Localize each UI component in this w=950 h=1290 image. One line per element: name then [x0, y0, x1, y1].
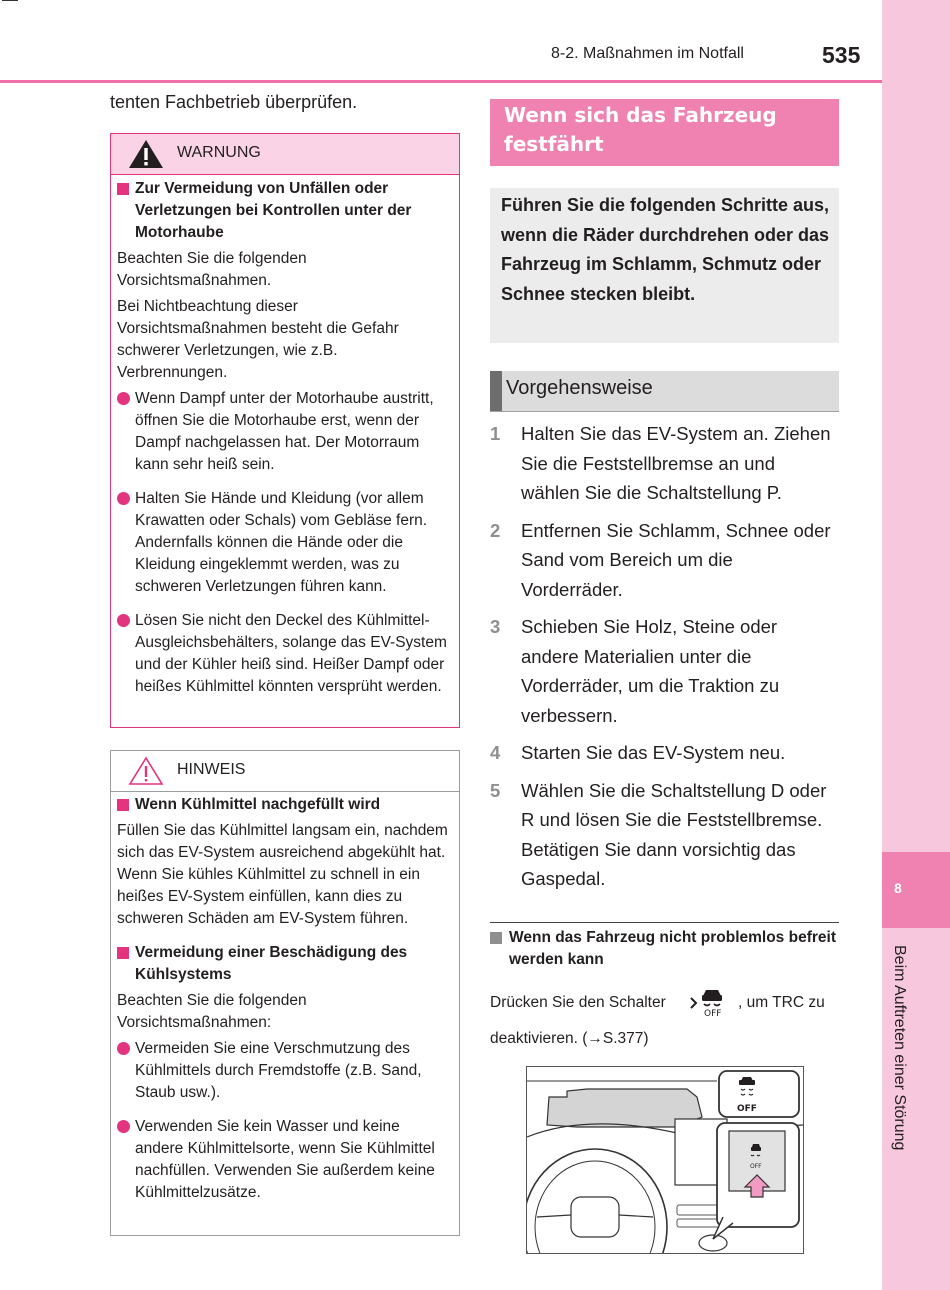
subsection-text: Drücken Sie den Schalter	[490, 994, 666, 1011]
warning-paragraph: Beachten Sie die folgenden Vorsichtsmaßnahmen.	[117, 250, 307, 289]
notice-label: HINWEIS	[177, 761, 246, 778]
step-list	[490, 419, 835, 902]
warning-label: WARNUNG	[177, 144, 261, 161]
warning-heading: Zur Vermeidung von Unfällen oder Verletzungen bei Kontrollen unter der Motorhaube	[117, 178, 449, 244]
step-text: Starten Sie das EV-System neu.	[521, 742, 786, 763]
callout-off-text: OFF	[737, 1104, 757, 1114]
step-item	[490, 419, 835, 508]
caution-triangle-icon	[128, 756, 164, 786]
notice-bullet: Vermeiden Sie eine Verschmutzung des Kühlmittels durch Fremdstoffe (z.B. Sand, Staub usw.).	[117, 1038, 449, 1104]
topic-title: Wenn sich das Fahrzeug festfährt	[504, 103, 777, 156]
trc-off-icon	[688, 986, 736, 1018]
step-text: Wählen Sie die Schaltstellung D oder R und lösen Sie die Feststellbremse. Betätigen Sie dann vorsichtig das Gaspedal.	[521, 779, 827, 889]
dashboard-illustration	[526, 1066, 804, 1254]
step-number: 4	[490, 742, 501, 763]
trc-off-text: OFF	[704, 1009, 722, 1018]
lead-box	[490, 188, 839, 343]
notice-paragraph: Beachten Sie die folgenden Vorsichtsmaßnahmen:	[117, 992, 307, 1031]
crop-mark	[2, 0, 18, 1]
notice-content	[117, 794, 449, 1204]
notice-heading: Vermeidung einer Beschädigung des Kühlsystems	[117, 942, 449, 986]
heading-bar	[490, 371, 502, 411]
warning-content	[117, 178, 449, 698]
step-number: 1	[490, 423, 501, 444]
step-item	[490, 612, 835, 730]
notice-header	[111, 751, 459, 792]
step-text: Halten Sie das EV-System an. Ziehen Sie die Feststellbremse an und wählen Sie die Schaltstellung P.	[521, 423, 831, 503]
button-off-text: OFF	[750, 1163, 762, 1170]
chapter-number: 8	[894, 880, 902, 896]
subsection-heading: Wenn das Fahrzeug nicht problemlos befreit werden kann	[490, 927, 849, 971]
step-item	[490, 516, 835, 605]
intro-text: tenten Fachbetrieb überprüfen.	[110, 92, 358, 112]
procedure-heading-box	[490, 371, 839, 412]
subsection-text: deaktivieren. (→S.377)	[490, 1030, 649, 1047]
step-number: 2	[490, 519, 501, 541]
step-number: 5	[490, 779, 501, 801]
dashboard-drawing	[527, 1067, 803, 1253]
notice-bullet: Verwenden Sie kein Wasser und keine andere Kühlmittelsorte, wenn Sie Kühlmittel nachfüllen. Verwenden Sie außerdem keine Kühlmittelzusätze.	[117, 1116, 449, 1204]
chapter-label: Beim Auftreten einer Störung	[891, 945, 908, 1151]
warning-box	[110, 133, 460, 728]
warning-header	[111, 134, 459, 175]
header-rule	[0, 80, 882, 83]
step-text: Entfernen Sie Schlamm, Schnee oder Sand vom Bereich um die Vorderräder.	[521, 519, 831, 600]
step-item	[490, 738, 835, 768]
notice-heading: Wenn Kühlmittel nachgefüllt wird	[117, 794, 449, 816]
notice-paragraph: Füllen Sie das Kühlmittel langsam ein, nachdem sich das EV-System ausreichend abgekühlt hat. Wenn Sie kühles Kühlmittel zu schnell in ein heißes EV-System einfüllen, kann dies zu schweren Schäden am EV-System führen.	[117, 822, 448, 927]
warning-bullet: Halten Sie Hände und Kleidung (vor allem Krawatten oder Schals) vom Gebläse fern. Andernfalls können die Hände oder die Kleidung eingeklemmt werden, was zu schweren Verletzungen führen kann.	[117, 488, 449, 598]
lead-text: Führen Sie die folgenden Schritte aus, wenn die Räder durchdrehen oder das Fahrzeug im Schlamm, Schmutz oder Schnee stecken bleibt.	[501, 195, 830, 304]
page-number: 535	[822, 42, 861, 68]
section-title: 8-2. Maßnahmen im Notfall	[551, 45, 744, 62]
step-number: 3	[490, 616, 501, 637]
warning-paragraph: Bei Nichtbeachtung dieser Vorsichtsmaßnahmen besteht die Gefahr schwerer Verletzungen, wie z.B. Verbrennungen.	[117, 298, 399, 381]
step-item	[490, 776, 835, 894]
warning-triangle-icon	[128, 139, 164, 169]
chapter-tab	[882, 852, 950, 928]
subsection-rule	[490, 922, 839, 923]
step-text: Schieben Sie Holz, Steine oder andere Materialien unter die Vorderräder, um die Traktion zu verbessern.	[521, 616, 780, 726]
subsection-text: , um TRC zu	[738, 994, 825, 1011]
procedure-heading: Vorgehensweise	[506, 377, 653, 399]
warning-bullet: Wenn Dampf unter der Motorhaube austritt, öffnen Sie die Motorhaube erst, wenn der Dampf nachgelassen hat. Der Motorraum kann sehr heiß sein.	[117, 388, 449, 476]
warning-bullet: Lösen Sie nicht den Deckel des Kühlmittel-Ausgleichsbehälters, solange das EV-System und der Kühler heiß sind. Heißer Dampf oder heißes Kühlmittel könnten versprüht werden.	[117, 610, 449, 698]
topic-title-box	[490, 99, 839, 166]
notice-box	[110, 750, 460, 1236]
